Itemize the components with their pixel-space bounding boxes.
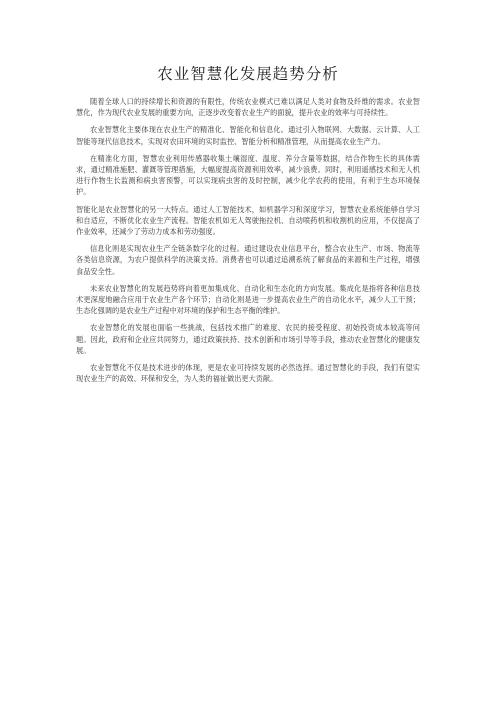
paragraph-precision: 在精准化方面，智慧农业利用传感器收集土壤湿度、温度、养分含量等数据，结合作物生长的具体需求，通过精准施肥、灌溉等管理措施，大幅度提高资源利用效率，减少浪费。同时，利用遥感技术和无人机进行作物生长监测和病虫害预警，可以实现病虫害的及时控制，减少化学农药的使用，有利于生态环境保护。 <box>76 153 420 197</box>
paragraph-challenges: 农业智慧化的发展也面临一些挑战，包括技术推广的难度、农民的接受程度、初始投资成本较高等问题。因此，政府和企业应共同努力，通过政策扶持、技术创新和市场引导等手段，推动农业智慧化的健康发展。 <box>76 323 420 355</box>
paragraph-intro: 随着全球人口的持续增长和资源的有限性，传统农业模式已难以满足人类对食物及纤维的需求。农业智慧化，作为现代农业发展的重要方向，正逐步改变着农业生产的面貌，提升农业的效率与可持续性。 <box>76 97 420 118</box>
paragraph-informatization: 信息化则是实现农业生产全链条数字化的过程。通过建设农业信息平台，整合农业生产、市场、物流等各类信息资源，为农户提供科学的决策支持。消费者也可以通过追溯系统了解食品的来源和生产过程，增强食品安全性。 <box>76 244 420 276</box>
paragraph-future-trends: 未来农业智慧化的发展趋势将向着更加集成化、自动化和生态化的方向发展。集成化是指将各种信息技术更深度地融合应用于农业生产各个环节；自动化则是进一步提高农业生产的自动化水平，减少人工干预；生态化强调的是农业生产过程中对环境的保护和生态平衡的维护。 <box>76 283 420 316</box>
paragraph-intelligence: 智能化是农业智慧化的另一大特点。通过人工智能技术，如机器学习和深度学习，智慧农业系统能够自学习和自适应，不断优化农业生产流程。智能农机如无人驾驶拖拉机、自动喷药机和收割机的应用，不仅提高了作业效率，还减少了劳动力成本和劳动强度。 <box>76 204 420 237</box>
document-title: 农业智慧化发展趋势分析 <box>157 65 339 83</box>
paragraph-conclusion: 农业智慧化不仅是技术进步的体现，更是农业可持续发展的必然选择。通过智慧化的手段，我们有望实现农业生产的高效、环保和安全，为人类的福祉做出更大贡献。 <box>76 363 420 384</box>
paragraph-overview: 农业智慧化主要体现在农业生产的精准化、智能化和信息化。通过引入物联网、大数据、云计算、人工智能等现代信息技术，实现对农田环境的实时监控、智能分析和精准管理，从而提高农业生产力。 <box>76 125 420 146</box>
document-body <box>76 96 420 390</box>
